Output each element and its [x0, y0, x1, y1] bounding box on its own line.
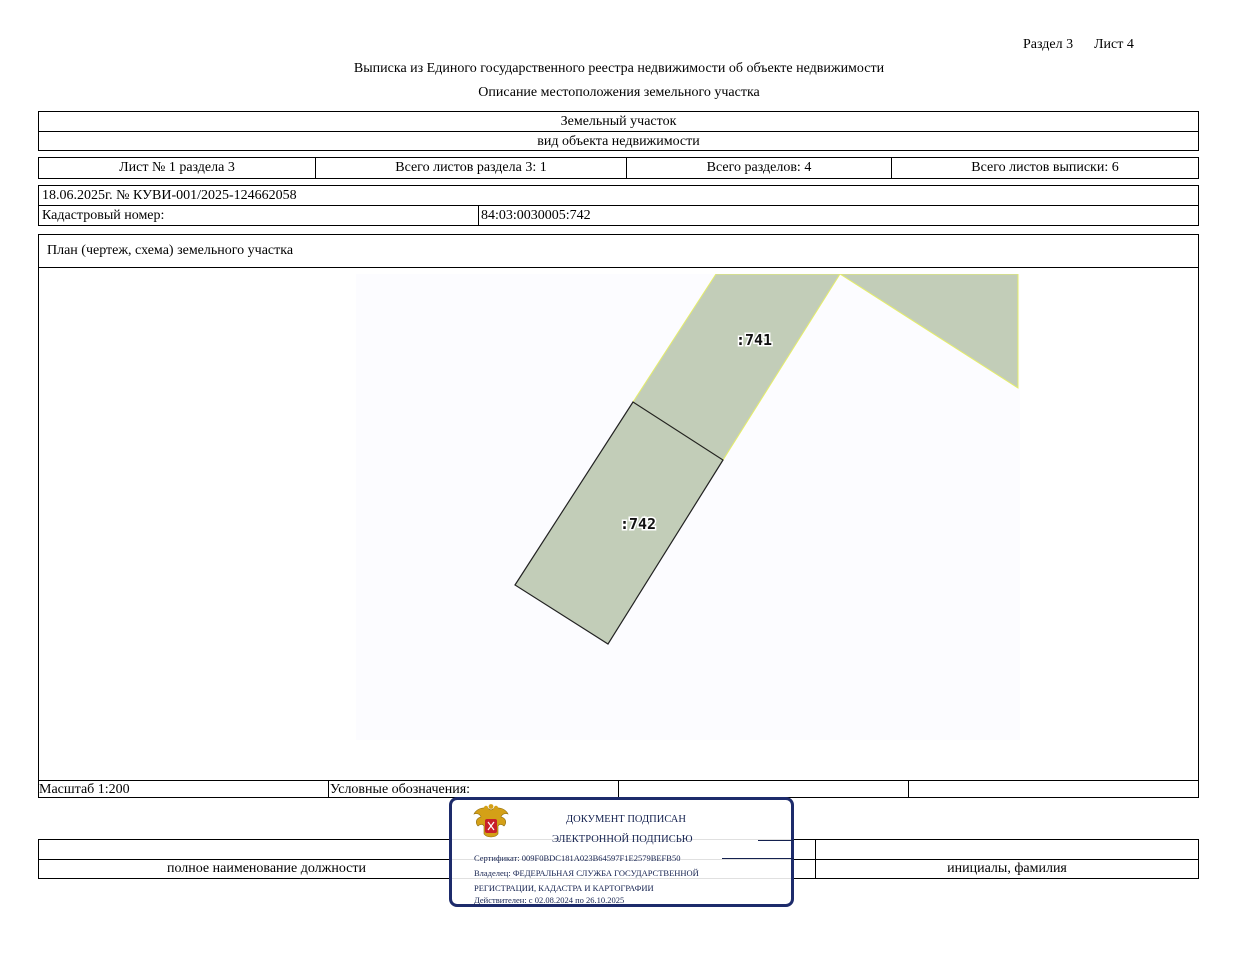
- scale-label: Масштаб 1:200: [39, 782, 130, 797]
- coat-of-arms-icon: [471, 804, 511, 846]
- stamp-line-2: ЭЛЕКТРОННОЙ ПОДПИСЬЮ: [552, 834, 693, 845]
- total-sheets-extract: Всего листов выписки: 6: [971, 160, 1119, 175]
- parcel-741-label: :741: [735, 331, 773, 349]
- total-sections: Всего разделов: 4: [706, 160, 812, 175]
- section-number: Раздел 3: [1023, 37, 1074, 52]
- position-caption: полное наименование должности: [166, 861, 367, 876]
- cadastral-number-value: 84:03:0030005:742: [481, 208, 591, 223]
- cadastral-number-label: Кадастровый номер:: [42, 208, 165, 223]
- stamp-line-1: ДОКУМЕНТ ПОДПИСАН: [566, 814, 686, 825]
- sheets-row: [38, 157, 1199, 179]
- name-caption: инициалы, фамилия: [947, 861, 1067, 876]
- extract-date-number: 18.06.2025г. № КУВИ-001/2025-124662058: [42, 188, 297, 203]
- parcel-742-label: :742: [619, 515, 657, 533]
- object-type-caption: вид объекта недвижимости: [537, 134, 700, 149]
- record-box: [38, 185, 1199, 226]
- plan-title: План (чертеж, схема) земельного участка: [47, 243, 294, 258]
- document-title: Выписка из Единого государственного реестра недвижимости об объекте недвижимости: [353, 61, 885, 76]
- total-sheets-section: Всего листов раздела 3: 1: [395, 160, 547, 175]
- plan-drawing: [356, 274, 1020, 740]
- stamp-certificate: Сертификат: 009F0BDC181A023B64597F1E2579BEFB50: [474, 853, 681, 863]
- stamp-owner-line-1: Владелец: ФЕДЕРАЛЬНАЯ СЛУЖБА ГОСУДАРСТВЕННОЙ: [474, 868, 699, 878]
- stamp-owner-line-2: РЕГИСТРАЦИИ, КАДАСТРА И КАРТОГРАФИИ: [474, 883, 654, 893]
- legend-label: Условные обозначения:: [330, 782, 471, 797]
- object-type: Земельный участок: [560, 114, 677, 129]
- stamp-validity: Действителен: с 02.08.2024 по 26.10.2025: [474, 895, 625, 905]
- sheet-of-section: Лист № 1 раздела 3: [119, 160, 235, 175]
- object-type-box: [38, 111, 1199, 151]
- document-subtitle: Описание местоположения земельного участка: [478, 85, 760, 100]
- sheet-number: Лист 4: [1094, 37, 1134, 52]
- e-signature-stamp: [449, 797, 794, 907]
